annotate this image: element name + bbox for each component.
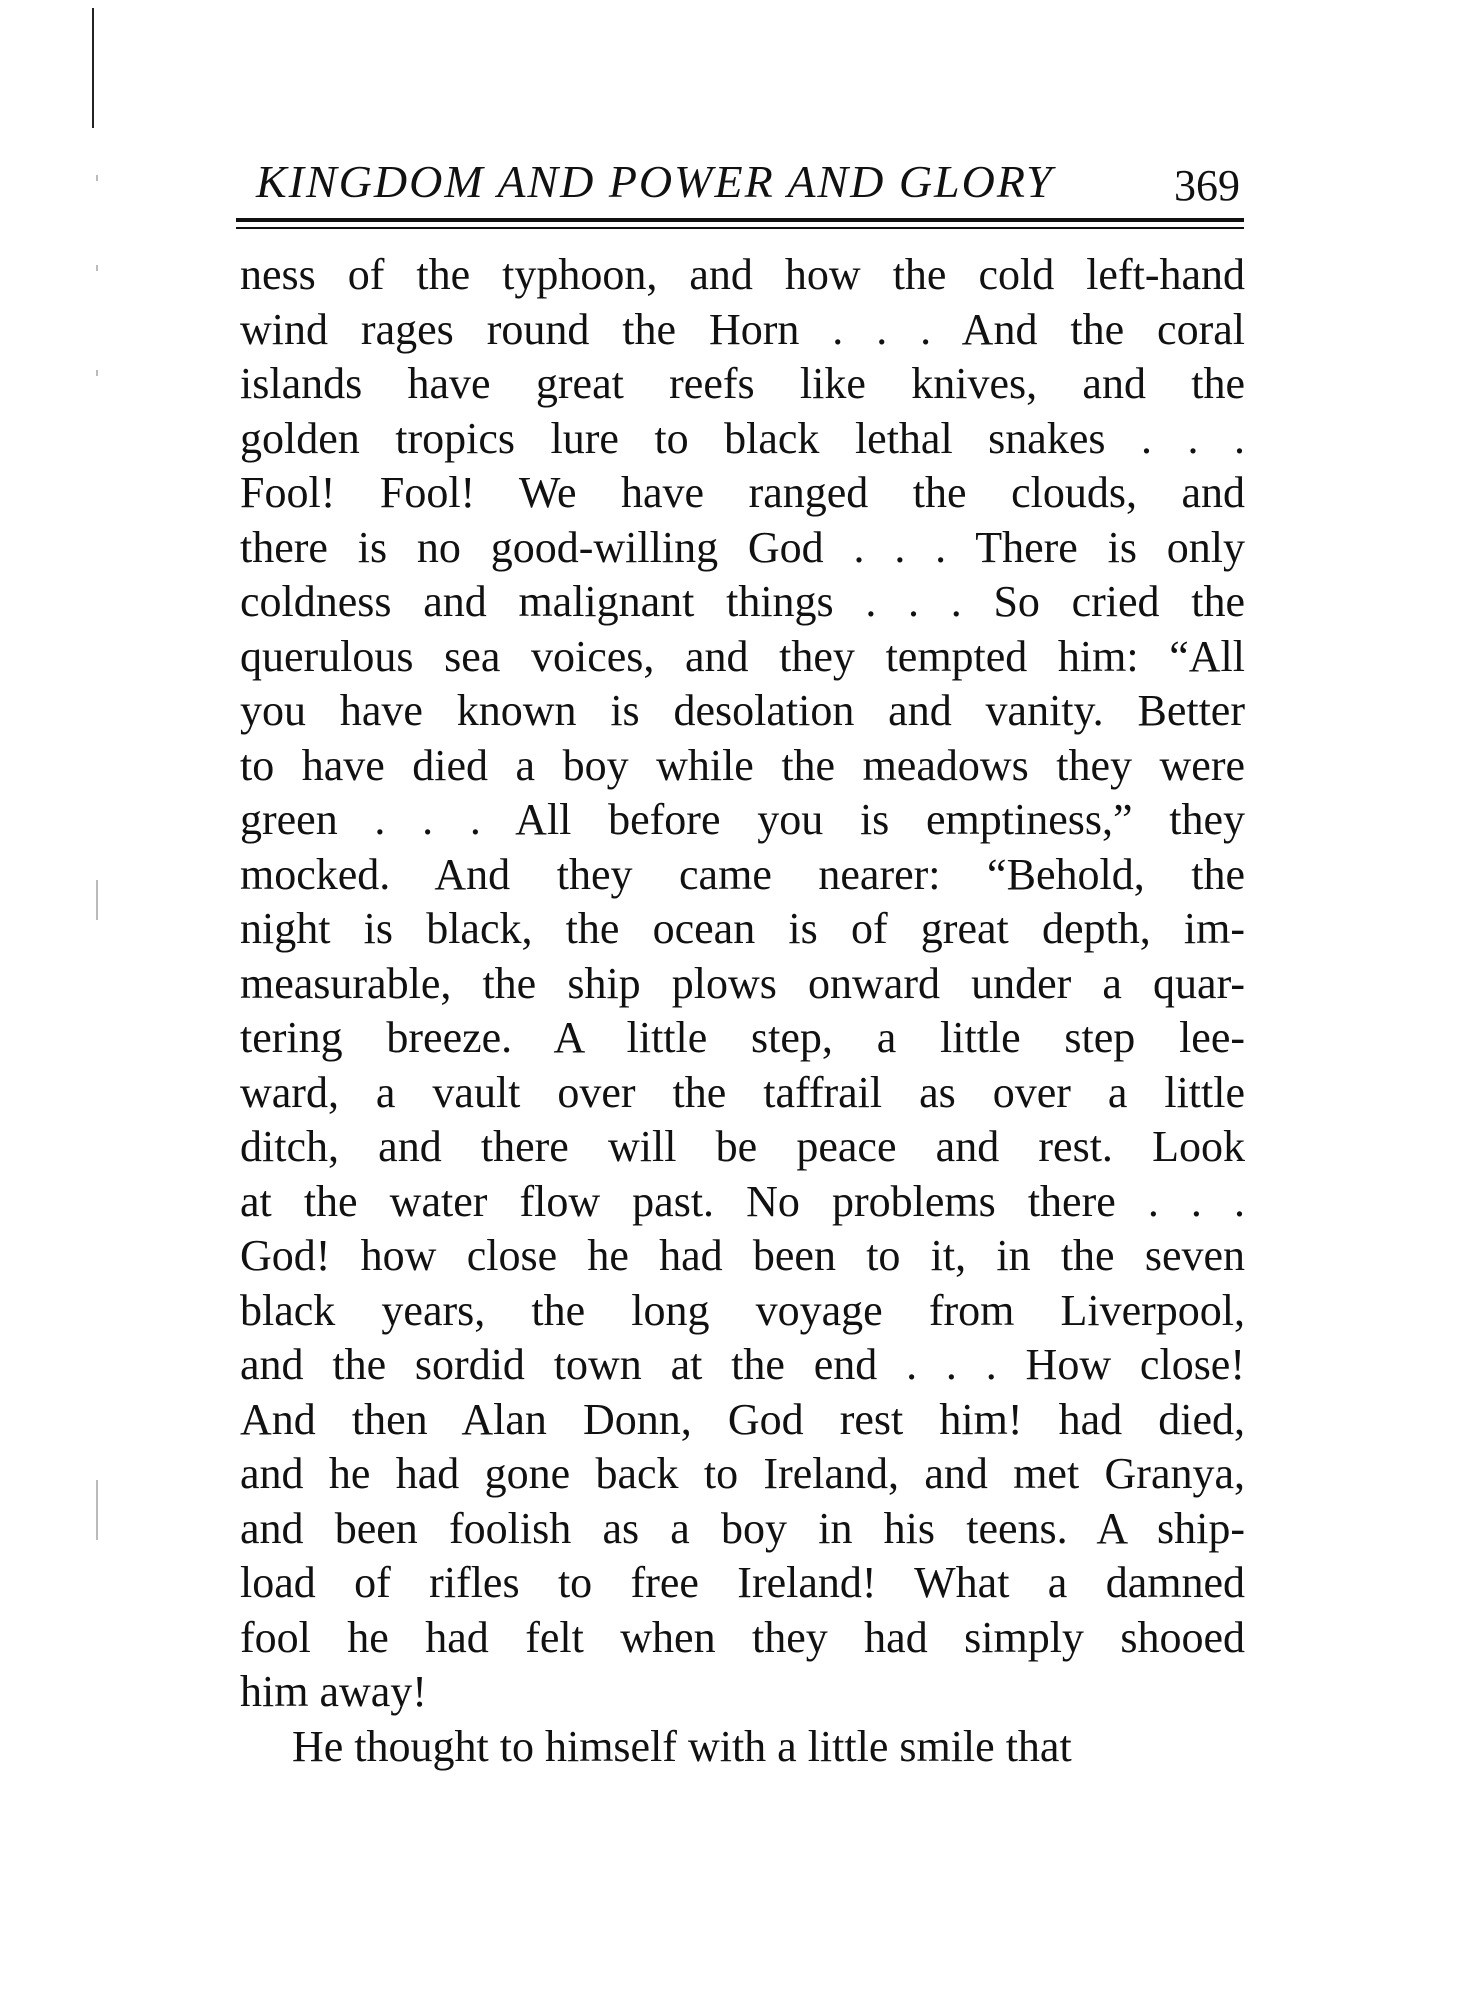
text-line: islands have great reefs like knives, and the — [240, 359, 1245, 408]
text-line: ness of the typhoon, and how the cold left-hand — [240, 250, 1245, 299]
text-line: Fool! Fool! We have ranged the clouds, and — [240, 468, 1245, 517]
text-line: God! how close he had been to it, in the seven — [240, 1231, 1245, 1280]
text-line: and the sordid town at the end . . . How close! — [240, 1340, 1245, 1389]
body-text — [240, 248, 1245, 1774]
page-header — [240, 152, 1240, 212]
page-number: 369 — [1174, 161, 1240, 210]
text-line: there is no good-willing God . . . There is only — [240, 522, 1245, 572]
text-line: ditch, and there will be peace and rest. Look — [240, 1122, 1245, 1171]
text-line: ward, a vault over the taffrail as over a little — [240, 1067, 1245, 1117]
text-line: night is black, the ocean is of great depth, im- — [240, 904, 1245, 953]
text-line: mocked. And they came nearer: “Behold, the — [240, 849, 1245, 899]
text-line: and been foolish as a boy in his teens. A ship- — [240, 1503, 1245, 1553]
gutter-dot — [96, 1480, 98, 1540]
text-line: load of rifles to free Ireland! What a damned — [240, 1558, 1245, 1607]
text-line: coldness and malignant things . . . So cried the — [240, 577, 1245, 626]
running-title: KINGDOM AND POWER AND GLORY — [256, 156, 1054, 207]
text-line: fool he had felt when they had simply shooed — [240, 1612, 1245, 1662]
text-line-paragraph-start: He thought to himself with a little smile that — [292, 1721, 1072, 1771]
text-line: tering breeze. A little step, a little step lee- — [240, 1013, 1245, 1062]
gutter-dot — [96, 175, 98, 181]
gutter-dot — [96, 265, 98, 271]
header-rule-thick — [236, 218, 1244, 222]
text-line: green . . . All before you is emptiness,” they — [240, 795, 1245, 844]
text-line: and he had gone back to Ireland, and met Granya, — [240, 1449, 1245, 1498]
gutter-mark — [92, 8, 94, 128]
text-line: him away! — [240, 1667, 427, 1716]
gutter-dot — [96, 880, 98, 920]
text-line: golden tropics lure to black lethal snakes . . . — [240, 413, 1245, 463]
text-line: at the water flow past. No problems there . . . — [240, 1176, 1245, 1226]
text-line: querulous sea voices, and they tempted him: “All — [240, 631, 1245, 681]
text-line: black years, the long voyage from Liverpool, — [240, 1285, 1245, 1335]
header-rule-thin — [236, 227, 1244, 229]
text-line: to have died a boy while the meadows they were — [240, 740, 1245, 790]
text-line: measurable, the ship plows onward under a quar- — [240, 958, 1245, 1008]
gutter-dot — [96, 370, 98, 376]
text-line: And then Alan Donn, God rest him! had died, — [240, 1394, 1245, 1444]
text-line: wind rages round the Horn . . . And the coral — [240, 304, 1245, 354]
text-line: you have known is desolation and vanity. Better — [240, 686, 1245, 735]
